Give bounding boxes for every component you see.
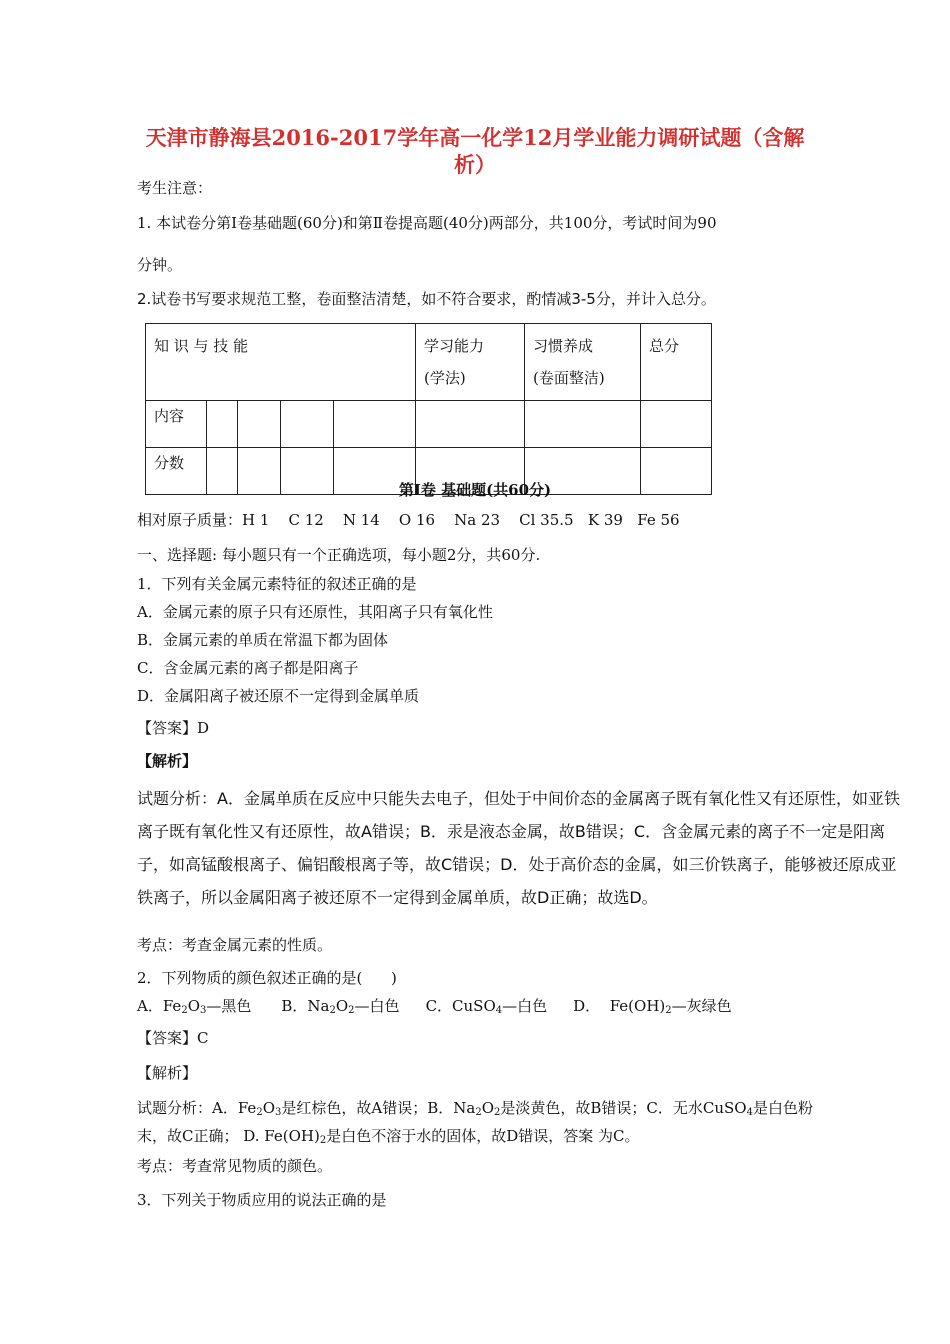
question-2-point: 考点：考查常见物质的颜色。 [137, 1157, 333, 1175]
question-2-analysis: 试题分析：A．$Fe_2O_3$是红棕色，故A错误；B．$Na_2O_2$是淡黄色，故B错误；C．无水CuSO$_4$是白色粉末，故C正确； D. $Fe(OH)_2$是白色不溶于水的固体，故D错误，答案 为C。 [137, 1099, 813, 1146]
question-1-analysis: 试题分析：A．金属单质在反应中只能失去电子，但处于中间价态的金属离子既有氧化性又有还原性，如亚铁离子既有氧化性又有还原性，故A错误；B．汞是液态金属，故B错误；C．含金属元素的离子不一定是阳离子，如高锰酸根离子、偏铝酸根离子等，故C错误；D．处于高价态的金属，如三价铁离子，能够被还原成亚铁离子，所以金属阳离子被还原不一定得到金属单质，故D正确；故选D。 [137, 789, 900, 907]
question-2-option-c: C．CuSO$_4$—白色 [425, 997, 548, 1016]
question-1-option-b: B．金属元素的单质在常温下都为固体 [137, 631, 389, 649]
notice-item-2: 2.试卷书写要求规范工整，卷面整洁清楚，如不符合要求，酌情减3-5分，并计入总分。 [137, 290, 716, 308]
question-3-stem: 3．下列关于物质应用的说法正确的是 [137, 1191, 387, 1209]
section-title: 第Ⅰ卷 基础题(共60分) [398, 481, 552, 499]
question-2-option-b: B．$Na_2O_2—$白色 [281, 997, 400, 1016]
question-2-option-d: D． $Fe(OH)_2—$灰绿色 [573, 997, 732, 1016]
score-cell [238, 401, 281, 448]
col-habit-header: 习惯养成 (卷面整洁) [525, 324, 641, 401]
question-1-option-d: D．金属阳离子被还原不一定得到金属单质 [137, 687, 420, 705]
notice-item-1-cont: 分钟。 [137, 256, 183, 274]
question-1-stem: 1．下列有关金属元素特征的叙述正确的是 [137, 575, 417, 593]
document-title: 天津市静海县2016-2017学年高一化学12月学业能力调研试题（含解析） [145, 125, 805, 177]
score-cell [416, 401, 525, 448]
col-total-header: 总分 [641, 324, 712, 401]
question-2-stem: 2．下列物质的颜色叙述正确的是( ) [137, 969, 397, 987]
question-1-option-c: C．含金属元素的离子都是阳离子 [137, 659, 359, 677]
question-1-answer: 【答案】D [137, 719, 210, 737]
question-2-option-a: A．$Fe_2O_3—$黑色 [137, 997, 252, 1016]
question-1-analysis-label: 【解析】 [137, 752, 198, 770]
row-content-label: 内容 [146, 401, 207, 448]
part-heading: 一、选择题: 每小题只有一个正确选项，每小题2分，共60分. [137, 546, 541, 564]
col-knowledge-header: 知 识 与 技 能 [146, 324, 416, 401]
score-cell [525, 401, 641, 448]
notice-item-1: 1. 本试卷分第Ⅰ卷基础题(60分)和第Ⅱ卷提高题(40分)两部分，共100分，考试时间为90 [137, 214, 717, 232]
score-cell [207, 401, 238, 448]
question-1-option-a: A．金属元素的原子只有还原性，其阳离子只有氧化性 [137, 603, 493, 621]
score-cell [281, 401, 334, 448]
notice-heading: 考生注意： [137, 179, 213, 197]
atomic-masses: 相对原子质量：H 1 C 12 N 14 O 16 Na 23 Cl 35.5 K 39 Fe 56 [137, 511, 680, 529]
row-score-label: 分数 [146, 448, 207, 495]
question-2-analysis-label: 【解析】 [137, 1064, 198, 1082]
score-cell [641, 401, 712, 448]
score-table [145, 323, 712, 495]
question-2-answer: 【答案】C [137, 1029, 209, 1047]
score-cell [334, 401, 416, 448]
col-study-header: 学习能力 (学法) [416, 324, 525, 401]
question-1-point: 考点：考查金属元素的性质。 [137, 936, 333, 954]
question-2-options [137, 996, 732, 1016]
